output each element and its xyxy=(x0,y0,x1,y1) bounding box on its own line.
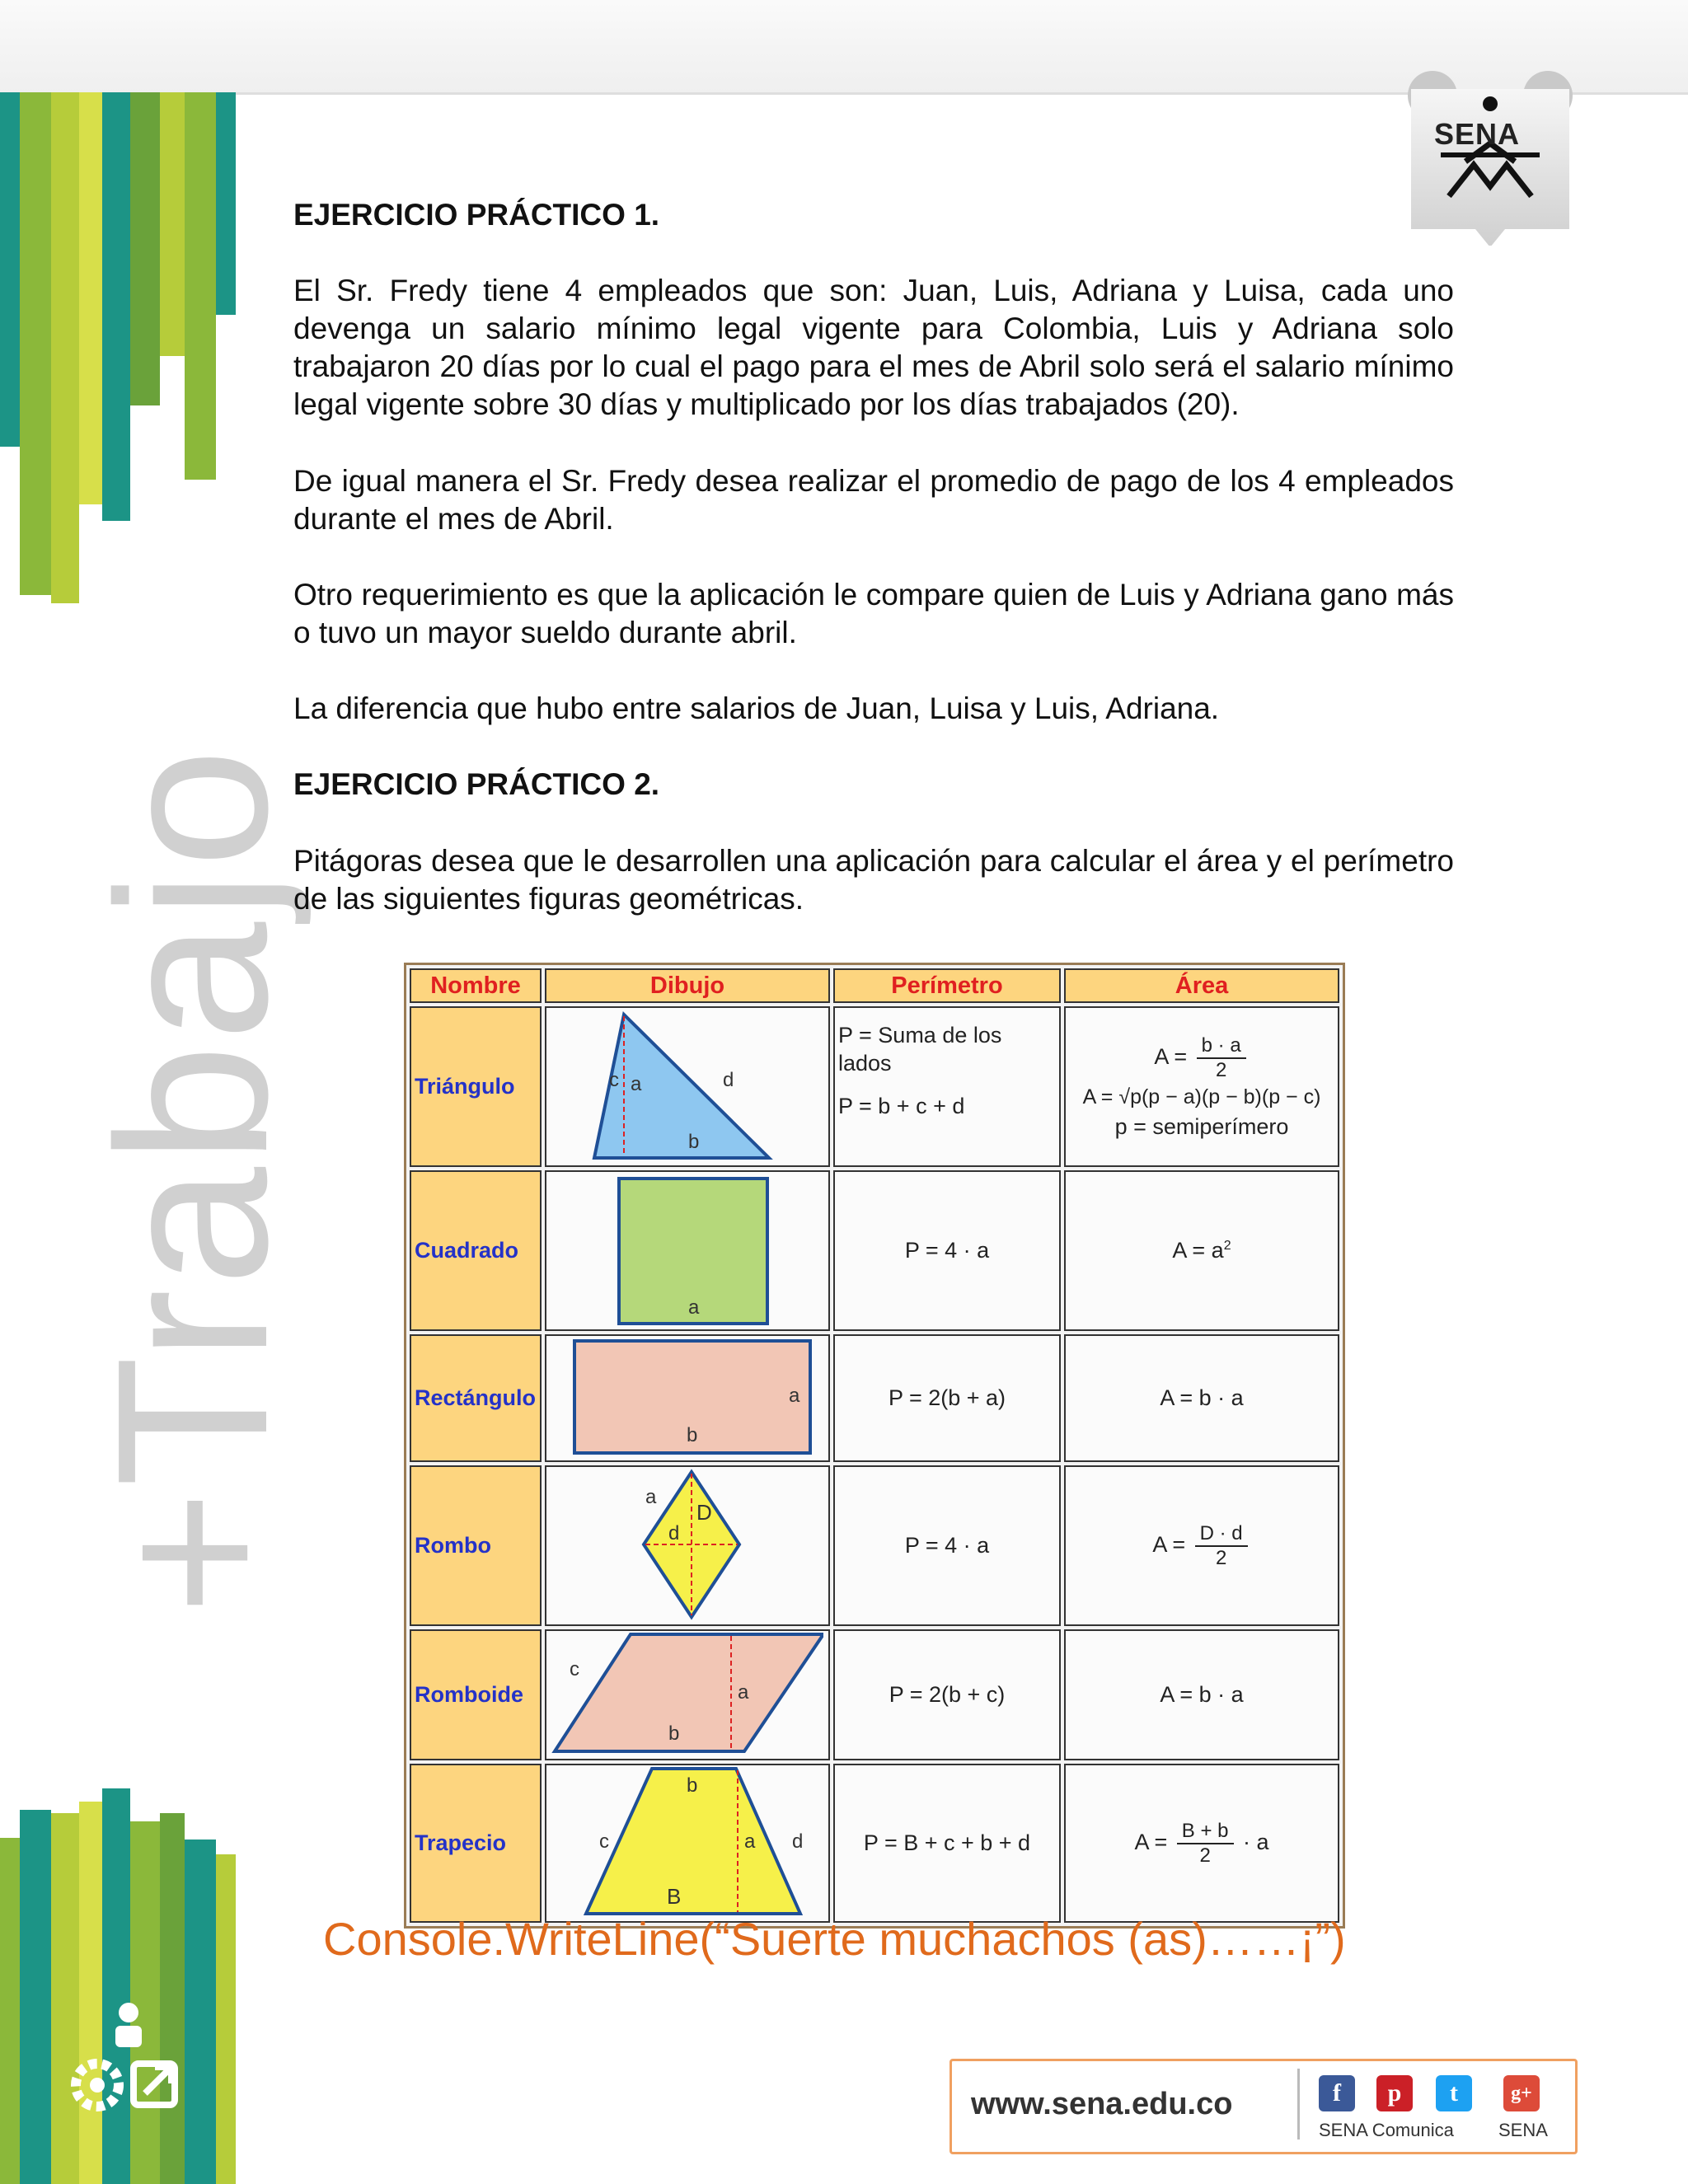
trapezoid-perimeter: P = B + c + b + d xyxy=(833,1764,1061,1923)
area-prefix: A = xyxy=(1152,1531,1186,1557)
square-label-a: a xyxy=(688,1296,700,1319)
rhomboid-label-b: b xyxy=(668,1722,680,1745)
area-prefix: A = xyxy=(1134,1829,1168,1854)
sena-logo-text: SENA xyxy=(1434,117,1521,151)
heron-formula: A = √p(p − a)(p − b)(p − c) xyxy=(1082,1085,1321,1108)
header-perimetro: Perímetro xyxy=(833,968,1061,1003)
area-fraction: $\frac{b \cdot a}{2}$ xyxy=(1197,1034,1246,1082)
trabajo-watermark: +Trabajo xyxy=(73,745,312,1615)
rhombus-drawing xyxy=(545,1465,830,1626)
facebook-icon[interactable]: f xyxy=(1319,2075,1355,2111)
pinterest-icon[interactable]: p xyxy=(1376,2075,1413,2111)
rhombus-perimeter: P = 4 · a xyxy=(833,1465,1061,1626)
semiperimeter-note: p = semiperímero xyxy=(1114,1113,1289,1139)
rhombus-label-D: D xyxy=(696,1500,712,1525)
triangle-label-b: b xyxy=(688,1131,700,1153)
row-name: Trapecio xyxy=(410,1764,542,1923)
area-prefix: A = xyxy=(1154,1043,1188,1069)
settings-share-icon xyxy=(63,1994,195,2126)
row-name: Triángulo xyxy=(410,1006,542,1167)
figures-table xyxy=(404,963,1345,1929)
exercise-1-paragraph-4 xyxy=(293,690,1454,728)
exercise-2-title: EJERCICIO PRÁCTICO 2. xyxy=(293,767,660,801)
twitter-icon[interactable]: t xyxy=(1436,2075,1472,2111)
rhombus-area xyxy=(1064,1465,1339,1626)
rhombus-label-d: d xyxy=(668,1522,680,1544)
exercise-1 xyxy=(293,196,1454,234)
trapezoid-label-a: a xyxy=(744,1830,756,1853)
table-row xyxy=(410,1764,1339,1923)
rectangle-label-b: b xyxy=(687,1424,698,1446)
table-row xyxy=(410,1334,1339,1462)
row-name: Rombo xyxy=(410,1465,542,1626)
table-row xyxy=(410,1465,1339,1626)
trapezoid-label-b: b xyxy=(687,1774,698,1797)
rhomboid-label-a: a xyxy=(738,1681,749,1704)
triangle-drawing xyxy=(545,1006,830,1167)
area-suffix: · a xyxy=(1243,1829,1269,1854)
area-formula: A = a xyxy=(1172,1238,1224,1263)
triangle-label-a: a xyxy=(631,1073,642,1095)
closing-message: Console.WriteLine(“Suerte muchachos (as)……¡”) xyxy=(323,1913,1346,1965)
triangle-label-c: c xyxy=(609,1069,619,1091)
table-row xyxy=(410,1170,1339,1331)
triangle-area xyxy=(1064,1006,1339,1167)
rectangle-icon xyxy=(551,1336,823,1456)
rectangle-perimeter: P = 2(b + a) xyxy=(833,1334,1061,1462)
paragraph-text: Otro requerimiento es que la aplicación le compare quien de Luis y Adriana gano más o tuvo un mayor sueldo durante abril. xyxy=(293,578,1454,649)
rectangle-drawing xyxy=(545,1334,830,1462)
row-name: Romboide xyxy=(410,1629,542,1760)
exercise-1-title: EJERCICIO PRÁCTICO 1. xyxy=(293,198,660,232)
row-name: Cuadrado xyxy=(410,1170,542,1331)
paragraph-text: El Sr. Fredy tiene 4 empleados que son: Juan, Luis, Adriana y Luisa, cada uno devenga un salario mínimo legal vigente para Colombia, Luis y Adriana solo trabajaron 20 días por lo cual el pago para el mes de Abril solo será el salario mínimo legal vigente sobre 30 días y multiplicado por los días trabajados (20). xyxy=(293,274,1454,421)
trapezoid-drawing xyxy=(545,1764,830,1923)
rhomboid-icon xyxy=(551,1631,823,1755)
area-exponent: 2 xyxy=(1223,1239,1231,1253)
rectangle-label-a: a xyxy=(789,1385,800,1407)
row-name: Rectángulo xyxy=(410,1334,542,1462)
trapezoid-label-c: c xyxy=(599,1830,609,1853)
area-fraction: $\frac{B + b}{2}$ xyxy=(1177,1820,1234,1868)
table-row xyxy=(410,1629,1339,1760)
rhombus-icon xyxy=(551,1467,823,1620)
paragraph-text: De igual manera el Sr. Fredy desea realizar el promedio de pago de los 4 empleados durante el mes de Abril. xyxy=(293,464,1454,536)
header-area: Área xyxy=(1064,968,1339,1003)
rhomboid-drawing xyxy=(545,1629,830,1760)
square-icon xyxy=(551,1172,823,1325)
triangle-label-d: d xyxy=(723,1069,734,1091)
exercise-2-paragraph-1 xyxy=(293,842,1454,918)
exercise-1-paragraph-1 xyxy=(293,272,1454,424)
header-nombre: Nombre xyxy=(410,968,542,1003)
rhombus-label-a: a xyxy=(645,1486,657,1508)
trapezoid-area xyxy=(1064,1764,1339,1923)
table-header-row xyxy=(410,968,1339,1003)
area-fraction: $\frac{D \cdot d}{2}$ xyxy=(1195,1522,1248,1570)
trapezoid-icon xyxy=(551,1765,823,1917)
rhomboid-label-c: c xyxy=(570,1658,579,1680)
exercise-2 xyxy=(293,766,1454,804)
paragraph-text: Pitágoras desea que le desarrollen una aplicación para calcular el área y el perímetro de las siguientes figuras geométricas. xyxy=(293,844,1454,916)
social-caption-sena: SENA xyxy=(1498,2120,1548,2140)
square-perimeter: P = 4 · a xyxy=(833,1170,1061,1331)
perimeter-formula: P = b + c + d xyxy=(838,1094,965,1118)
triangle-icon xyxy=(551,1008,823,1161)
rhomboid-perimeter: P = 2(b + c) xyxy=(833,1629,1061,1760)
triangle-perimeter xyxy=(833,1006,1061,1167)
sena-url-link[interactable]: www.sena.edu.co xyxy=(971,2087,1233,2121)
footer-divider xyxy=(1297,2069,1300,2139)
header-dibujo: Dibujo xyxy=(545,968,830,1003)
trapezoid-label-B: B xyxy=(667,1884,682,1909)
googleplus-icon[interactable]: g+ xyxy=(1503,2075,1540,2111)
rectangle-area: A = b · a xyxy=(1064,1334,1339,1462)
rhomboid-area: A = b · a xyxy=(1064,1629,1339,1760)
exercise-1-paragraph-2 xyxy=(293,462,1454,538)
square-area xyxy=(1064,1170,1339,1331)
trapezoid-label-d: d xyxy=(792,1830,804,1853)
perimeter-text: P = Suma de los lados xyxy=(838,1023,1002,1076)
square-drawing xyxy=(545,1170,830,1331)
paragraph-text: La diferencia que hubo entre salarios de Juan, Luisa y Luis, Adriana. xyxy=(293,691,1220,725)
social-caption-sena-comunica: SENA Comunica xyxy=(1319,2120,1454,2140)
table-row xyxy=(410,1006,1339,1167)
exercise-1-paragraph-3 xyxy=(293,576,1454,652)
